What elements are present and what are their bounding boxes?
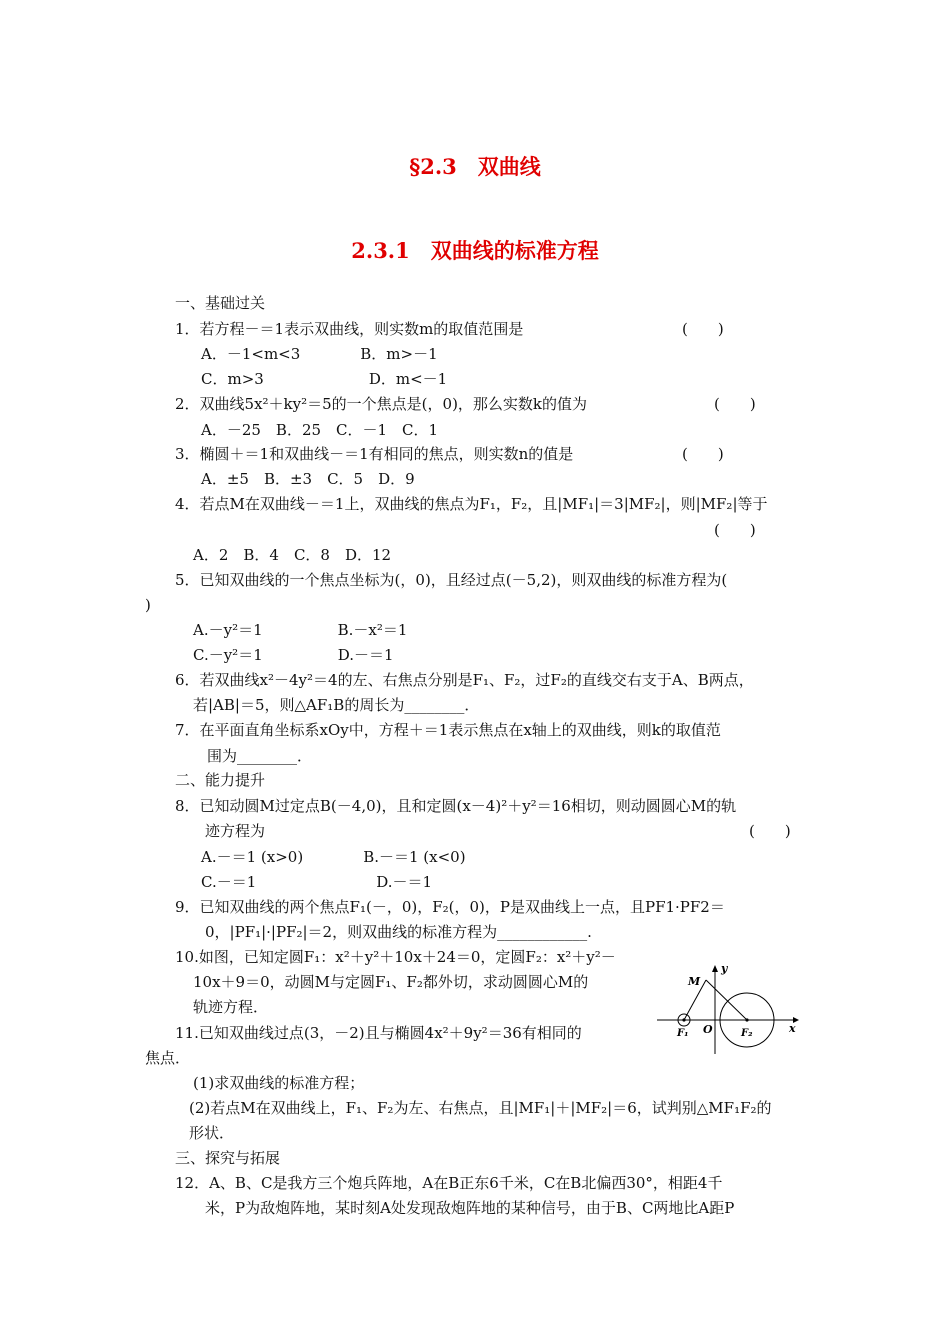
answer-paren-q4: ( ): [714, 521, 756, 539]
heading-ability: 二、能力提升: [175, 771, 266, 789]
question-1: 1．若方程－＝1表示双曲线，则实数m的取值范围是: [175, 320, 524, 338]
question-7: 7．在平面直角坐标系xOy中，方程＋＝1表示焦点在x轴上的双曲线，则k的取值范: [175, 721, 721, 739]
label-m: M: [688, 975, 701, 988]
answer-paren-q2: ( ): [714, 395, 756, 413]
label-f2: F₂: [741, 1028, 753, 1039]
question-6: 6．若双曲线x²－4y²＝4的左、右焦点分别是F₁、F₂，过F₂的直线交右支于A、B两点，: [175, 671, 754, 689]
question-10-cont2: 轨迹方程．: [193, 998, 269, 1016]
question-11-part2: (2)若点M在双曲线上，F₁、F₂为左、右焦点，且|MF₁|＋|MF₂|＝6，试判别△MF₁F₂的: [189, 1099, 772, 1117]
question-11-cont: 焦点．: [145, 1049, 191, 1067]
subsection-title: 2.3.1 双曲线的标准方程: [351, 238, 599, 263]
circles-figure: [655, 962, 805, 1058]
y-axis-arrow: [712, 965, 718, 972]
question-9-cont: 0，|PF₁|·|PF₂|＝2，则双曲线的标准方程为____________.: [205, 923, 592, 941]
q5-paren-close: ): [145, 596, 151, 614]
q8-options-cd: C.－＝1 D.－＝1: [201, 873, 433, 891]
question-10-cont: 10x＋9＝0，动圆M与定圆F₁、F₂都外切，求动圆圆心M的: [193, 973, 589, 991]
question-5: 5．已知双曲线的一个焦点坐标为(，0)，且经过点(－5,2)，则双曲线的标准方程为(: [175, 571, 728, 589]
question-4: 4．若点M在双曲线－＝1上，双曲线的焦点为F₁，F₂，且|MF₁|＝3|MF₂|，则|MF₂|等于: [175, 495, 768, 513]
heading-explore: 三、探究与拓展: [175, 1149, 281, 1167]
heading-basic: 一、基础过关: [175, 294, 266, 312]
question-10: 10.如图，已知定圆F₁：x²＋y²＋10x＋24＝0，定圆F₂：x²＋y²－: [175, 948, 616, 966]
question-11: 11.已知双曲线过点(3，－2)且与椭圆4x²＋9y²＝36有相同的: [175, 1024, 582, 1042]
label-x: x: [789, 1022, 796, 1035]
section-title: §2.3 双曲线: [409, 154, 541, 179]
label-o: O: [703, 1023, 713, 1036]
question-11-part1: (1)求双曲线的标准方程；: [193, 1074, 365, 1092]
question-3: 3．椭圆＋＝1和双曲线－＝1有相同的焦点，则实数n的值是: [175, 445, 574, 463]
question-9: 9．已知双曲线的两个焦点F₁(－，0)，F₂(，0)，P是双曲线上一点，且PF1·PF2＝: [175, 898, 725, 916]
q8-options-ab: A.－＝1 (x>0) B.－＝1 (x<0): [201, 848, 466, 866]
q5-options-cd: C.－y²＝1 D.－＝1: [193, 646, 394, 664]
question-12-cont: 米，P为敌炮阵地，某时刻A处发现敌炮阵地的某种信号，由于B、C两地比A距P: [205, 1199, 735, 1217]
question-7-cont: 围为________．: [207, 747, 313, 765]
q1-options-cd: C．m>3 D．m<－1: [201, 370, 448, 388]
q4-options: A．2 B．4 C．8 D．12: [193, 546, 392, 564]
q3-options: A．±5 B．±3 C．5 D．9: [201, 470, 415, 488]
q2-options: A．－25 B．25 C．－1 C．1: [201, 421, 439, 439]
segment-m-f2: [706, 980, 747, 1020]
question-6-cont: 若|AB|＝5，则△AF₁B的周长为________．: [193, 696, 480, 714]
question-12: 12．A、B、C是我方三个炮兵阵地，A在B正东6千米，C在B北偏西30°，相距4千: [175, 1174, 723, 1192]
answer-paren-q8: ( ): [749, 822, 791, 840]
q1-options-ab: A．－1<m<3 B．m>－1: [201, 345, 438, 363]
question-11-part2-cont: 形状．: [189, 1124, 235, 1142]
question-2: 2．双曲线5x²＋ky²＝5的一个焦点是(，0)，那么实数k的值为: [175, 395, 588, 413]
answer-paren-q3: ( ): [682, 445, 724, 463]
q5-options-ab: A.－y²＝1 B.－x²＝1: [193, 621, 408, 639]
question-8: 8．已知动圆M过定点B(－4,0)，且和定圆(x－4)²＋y²＝16相切，则动圆圆心M的轨: [175, 797, 737, 815]
label-f1: F₁: [677, 1028, 689, 1039]
answer-paren-q1: ( ): [682, 320, 724, 338]
label-y: y: [721, 962, 728, 975]
question-8-cont: 迹方程为: [205, 822, 266, 840]
